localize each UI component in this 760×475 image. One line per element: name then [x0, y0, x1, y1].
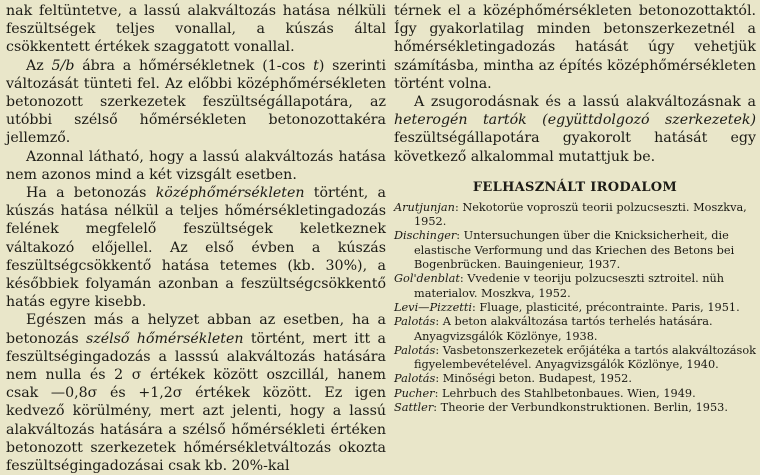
body-paragraph	[6, 311, 386, 475]
reference-item	[394, 201, 756, 230]
reference-item	[394, 315, 756, 344]
left-column	[6, 2, 386, 475]
text-run: történt, a kúszás hatása nélkül a teljes hőmérsékletingadozás felének megfelelő feszültségek keletkeznek váltakozó előjellel. Az első évben a kúszás feszültségcsökkentő hatása tetemes (kb. 30%), a későbbiek folyamán azonban a feszültségcsökkentő hatás egyre kisebb.	[6, 185, 386, 311]
references-heading: FELHASZNÁLT IRODALOM	[472, 179, 678, 195]
italic-run: szélső hőmérsékleten	[85, 330, 244, 347]
right-column	[394, 2, 756, 415]
reference-item	[394, 387, 756, 401]
reference-author: Sattler	[394, 400, 434, 414]
body-paragraph	[6, 57, 386, 148]
italic-run: heterogén tartók (együttdolgozó szerkezetek)	[394, 112, 756, 129]
text-run: feszültségállapotára gyakorolt hatását egy következő alkalommal mutattjuk be.	[394, 130, 756, 165]
reference-text: : Lehrbuch des Stahlbetonbaues. Wien, 1949.	[434, 386, 696, 400]
reference-item	[394, 372, 756, 386]
reference-text: : Nekotorüe voproszü teorii polzucseszti. Moszkva, 1952.	[414, 200, 747, 229]
reference-item	[394, 229, 756, 272]
italic-run: középhőmérsékleten	[155, 185, 305, 202]
reference-author: Pucher	[394, 386, 435, 400]
text-run: történt, mert itt a feszültségingadozás a lasssú alakváltozás hatására nem nulla és 2 σ értékek között oszcillál, hanem csak —0,8σ és +1,2σ értékek között. Ez igen kedvező körülmény, mert azt jelenti, hogy a lassú alakváltozás hatására a szélső hőmérsékleti értéken betonozott szerkezetek hőmérsékletváltozás okozta feszültségingadozásai csak kb. 20%-kal	[6, 330, 387, 475]
reference-text: : Minőségi beton. Budapest, 1952.	[435, 372, 632, 386]
reference-author: Levi—Pizzetti	[394, 300, 472, 314]
reference-author: Palotás	[394, 372, 436, 386]
text-run: A zsugorodásnak és a lassú alakváltozásnak a	[414, 94, 756, 111]
reference-text: : Untersuchungen über die Knicksicherheit, die elastische Verformung und das Kriechen des Betons bei Bogenbrücken. Bauingenieur, 1937.	[414, 229, 735, 272]
body-paragraph	[394, 93, 756, 166]
reference-text: : Fluage, plasticité, précontrainte. Paris, 1951.	[471, 300, 740, 314]
reference-author: Dischinger	[394, 229, 457, 243]
text-run: ) szerinti változását tünteti fel. Az előbbi középhőmérsékleten betonozott szerkezetek feszültségállapotára, az utóbbi szélső hőmérsékleten betonozottakéra jellemző.	[6, 57, 387, 147]
italic-run: t	[313, 57, 319, 74]
italic-run: 5/b	[51, 57, 75, 74]
reference-text: : Vasbetonszerkezetek erőjátéka a tartós alakváltozások figyelembevételével. Anyagvizsgálók Közlönye, 1940.	[414, 343, 756, 372]
reference-text: : A beton alakváltozása tartós terhelés hatására. Anyagvizsgálók Közlönye, 1938.	[414, 315, 713, 343]
right-paragraphs	[394, 2, 756, 166]
reference-author: Gol'denblat	[394, 272, 460, 286]
reference-text: : Theorie der Verbundkonstruktionen. Berlin, 1953.	[433, 400, 728, 414]
text-run: Az	[26, 57, 52, 74]
reference-author: Palotás	[394, 343, 436, 357]
body-paragraph: Azonnal látható, hogy a lassú alakváltozás hatása nem azonos mind a két vizsgált esetben.	[6, 148, 386, 183]
references-list	[394, 201, 756, 415]
body-paragraph: nak feltüntetve, a lassú alakváltozás hatása nélküli feszültségek teljes vonallal, a kúszás által csökkentett értékek szaggatott vonallal.	[6, 3, 386, 56]
body-paragraph: térnek el a középhőmérsékleten betonozottaktól. Így gyakorlatilag minden betonszerkezetnél a hőmérsékletingadozás hatását úgy vehetjük számításba, mintha az építés középhőmérsékleten történt volna.	[394, 3, 756, 92]
text-run: Ha a betonozás	[26, 185, 156, 202]
text-run: Egészen más a helyzet abban az esetben, ha a betonozás	[6, 312, 386, 347]
reference-item	[394, 344, 756, 373]
reference-author: Palotás	[394, 315, 436, 329]
reference-item	[394, 301, 756, 315]
body-paragraph	[6, 184, 386, 311]
reference-author: Arutjunjan	[394, 200, 455, 214]
reference-item	[394, 272, 756, 301]
reference-text: : Vvedenie v teoriju polzucseszti sztroitel. nüh materialov. Moszkva, 1952.	[414, 272, 725, 300]
reference-item	[394, 401, 756, 415]
text-run: ábra a hőmérsékletnek (1-cos	[74, 57, 314, 74]
